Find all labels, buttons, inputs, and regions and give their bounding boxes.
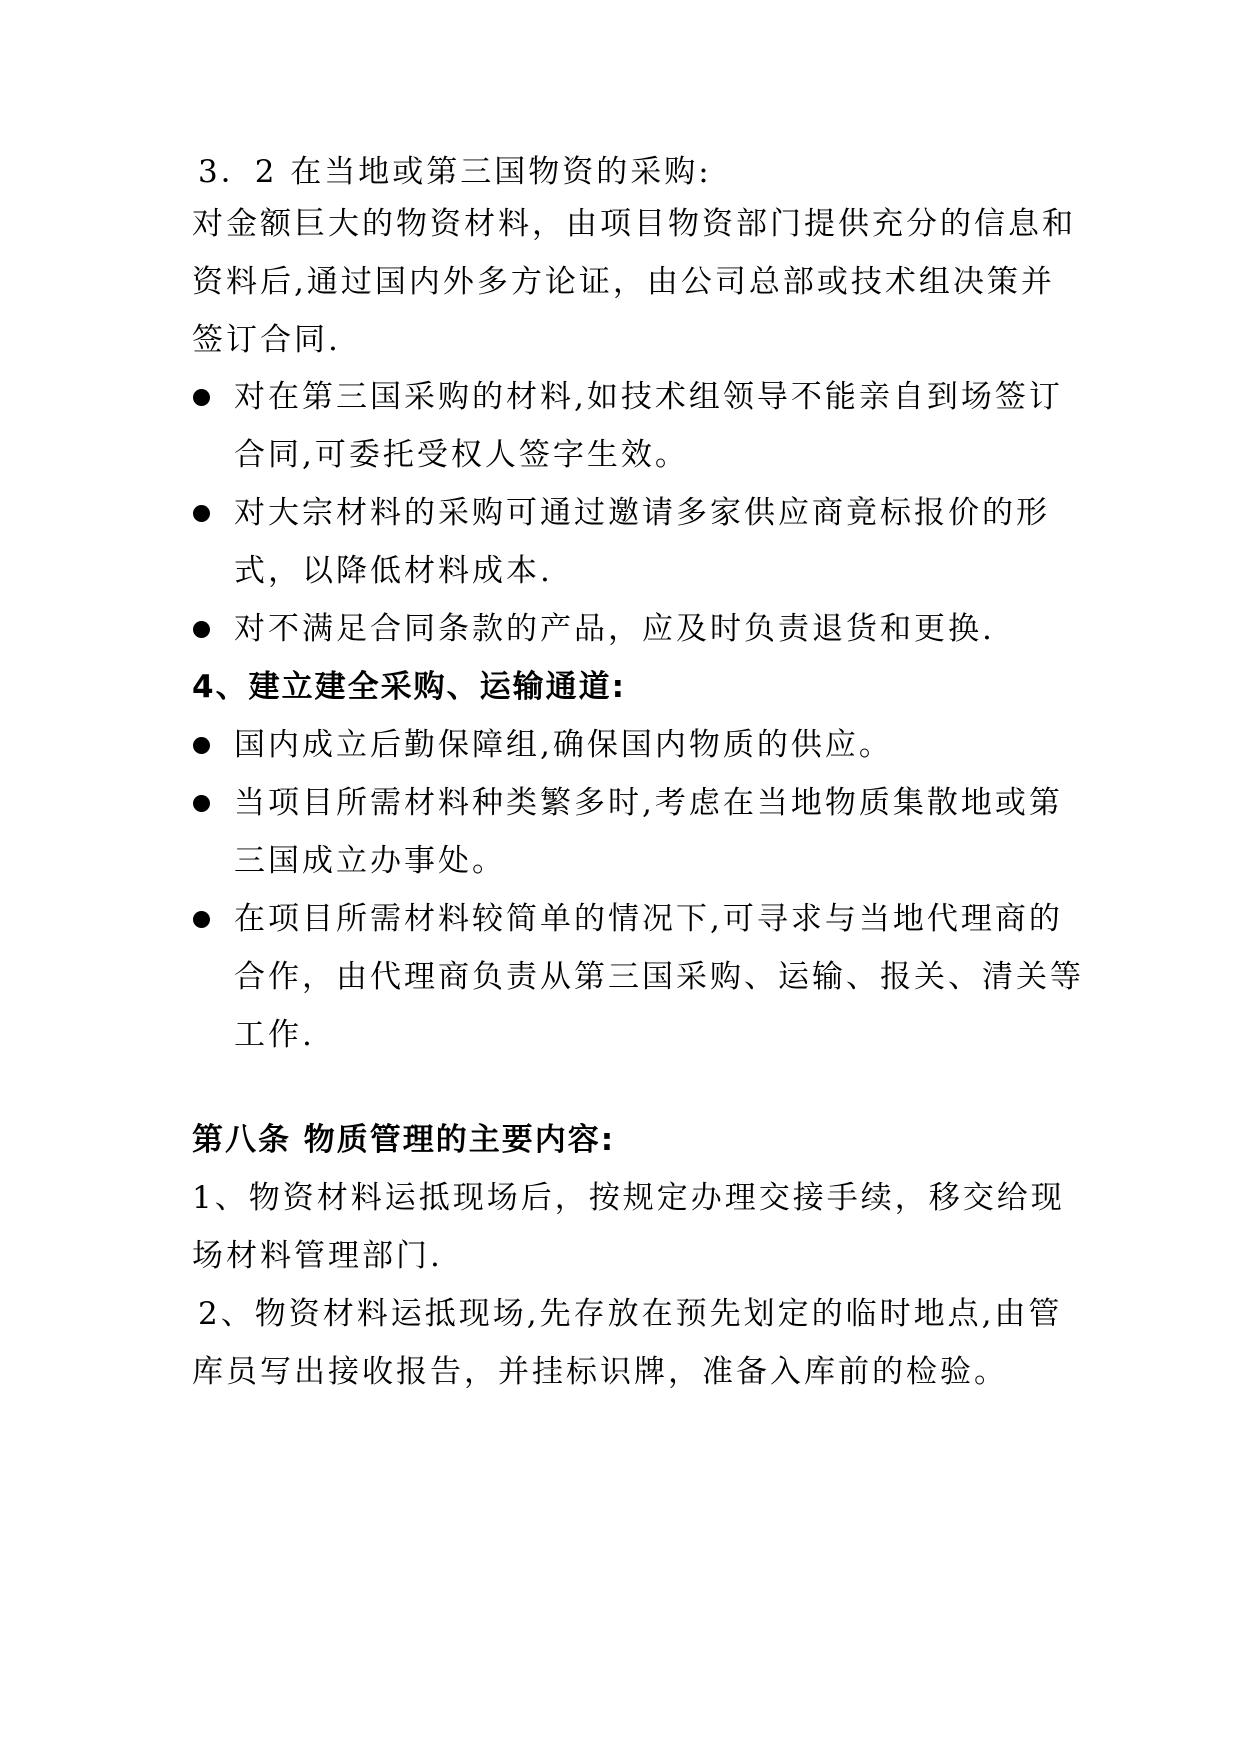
paragraph-line: 资料后,通过国内外多方论证，由公司总部或技术组决策并 <box>192 264 1055 300</box>
paragraph-line: 1、物资材料运抵现场后，按规定办理交接手续，移交给现 <box>192 1180 1065 1216</box>
bullet-line: 工作. <box>234 1017 315 1053</box>
bullet-icon <box>193 911 210 928</box>
bullet-line: 当项目所需材料种类繁多时,考虑在当地物质集散地或第 <box>234 785 1063 821</box>
bullet-line: 国内成立后勤保障组,确保国内物质的供应。 <box>234 727 893 763</box>
bullet-line: 三国成立办事处。 <box>234 843 506 879</box>
bullet-icon <box>193 621 210 638</box>
bullet-line: 对不满足合同条款的产品，应及时负责退货和更换. <box>234 611 995 647</box>
section-4-heading: 4、建立建全采购、运输通道: <box>192 669 626 705</box>
article-8-heading: 第八条 物质管理的主要内容: <box>192 1122 616 1158</box>
paragraph-line: 库员写出接收报告，并挂标识牌，准备入库前的检验。 <box>192 1354 1008 1390</box>
paragraph-line: 签订合同. <box>192 322 341 358</box>
bullet-line: 对在第三国采购的材料,如技术组领导不能亲自到场签订 <box>234 379 1063 415</box>
bullet-line: 在项目所需材料较简单的情况下,可寻求与当地代理商的 <box>234 901 1063 937</box>
bullet-line: 合同,可委托受权人签字生效。 <box>234 437 689 473</box>
bullet-icon <box>193 505 210 522</box>
section-3-2-heading: 3．2 在当地或第三国物资的采购: <box>198 154 712 190</box>
paragraph-line: 对金额巨大的物资材料，由项目物资部门提供充分的信息和 <box>192 206 1076 242</box>
bullet-line: 对大宗材料的采购可通过邀请多家供应商竟标报价的形 <box>234 495 1050 531</box>
bullet-icon <box>193 737 210 754</box>
bullet-line: 合作，由代理商负责从第三国采购、运输、报关、清关等 <box>234 959 1084 995</box>
bullet-icon <box>193 795 210 812</box>
paragraph-line: 场材料管理部门. <box>192 1238 443 1274</box>
paragraph-line: 2、物资材料运抵现场,先存放在预先划定的临时地点,由管 <box>198 1296 1063 1332</box>
bullet-icon <box>193 389 210 406</box>
bullet-line: 式，以降低材料成本. <box>234 553 553 589</box>
